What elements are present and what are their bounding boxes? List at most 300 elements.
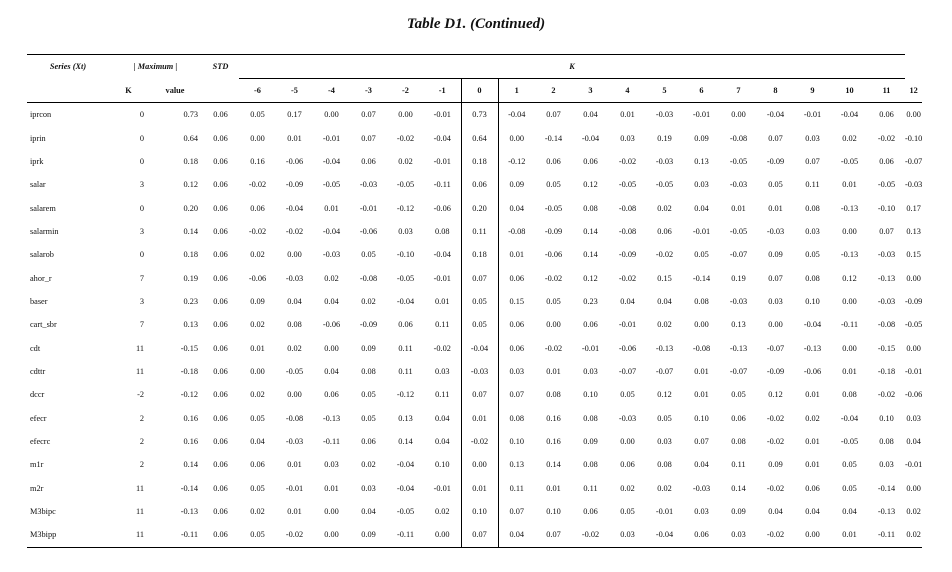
table-row (27, 243, 922, 266)
correlation-cell: 0.03 (324, 460, 339, 470)
correlation-cell: -0.12 (508, 156, 526, 166)
correlation-cell: -0.02 (544, 343, 563, 353)
correlation-cell: 0.01 (731, 203, 746, 213)
max-value-cell: 0.14 (183, 460, 198, 470)
header-row-top (27, 55, 922, 79)
lag-header: 10 (831, 79, 868, 103)
series-name: salar (30, 180, 46, 190)
correlation-cell: 0.07 (546, 110, 561, 120)
max-k-cell: 3 (139, 226, 144, 236)
correlation-cell: 0.08 (842, 390, 857, 400)
correlation-cell: 0.13 (509, 460, 525, 470)
correlation-cell: 0.07 (509, 507, 525, 517)
correlation-cell: 0.06 (583, 507, 598, 517)
correlation-cell: -0.18 (877, 366, 896, 376)
correlation-cell: -0.04 (840, 413, 859, 423)
correlation-cell: 0.09 (350, 523, 387, 547)
correlation-cell: 0.05 (842, 483, 857, 493)
table-row (27, 196, 922, 219)
correlation-cell: 0.04 (434, 413, 450, 423)
k-subheader: K (109, 79, 148, 103)
std-cell: 0.06 (213, 296, 228, 306)
correlation-cell: -0.11 (387, 523, 424, 547)
max-value-cell: -0.11 (148, 523, 202, 547)
correlation-cell: 0.07 (768, 133, 783, 143)
correlation-cell: -0.14 (877, 483, 896, 493)
correlation-cell: 0.04 (842, 507, 857, 517)
correlation-cell: 0.06 (324, 390, 339, 400)
correlation-cell: -0.06 (618, 343, 637, 353)
correlation-cell: 0.23 (583, 296, 598, 306)
correlation-cell: -0.06 (248, 273, 267, 283)
correlation-cell: 0.03 (720, 523, 757, 547)
std-cell: 0.06 (213, 320, 228, 330)
correlation-cell: 0.02 (842, 133, 857, 143)
correlation-cell: 0.04 (250, 436, 265, 446)
header-row-lags (27, 79, 922, 103)
correlation-cell: 0.05 (731, 390, 746, 400)
correlation-cell: 0.10 (546, 507, 561, 517)
table-row (27, 150, 922, 173)
correlation-cell: -0.07 (729, 366, 748, 376)
correlation-cell: -0.01 (655, 507, 674, 517)
correlation-cell: -0.01 (692, 226, 711, 236)
correlation-cell: 0.04 (805, 507, 820, 517)
correlation-cell: -0.02 (433, 343, 451, 353)
correlation-cell: 0.08 (694, 296, 709, 306)
correlation-cell: -0.09 (766, 366, 785, 376)
correlation-cell: 0.11 (435, 320, 450, 330)
correlation-cell: 0.02 (287, 343, 302, 353)
series-name: iprk (30, 156, 44, 166)
correlation-cell: -0.06 (433, 203, 451, 213)
correlation-cell: 0.02 (361, 460, 376, 470)
max-value-cell: 0.12 (183, 180, 198, 190)
correlation-cell: 0.07 (461, 523, 498, 547)
std-cell: 0.06 (213, 203, 228, 213)
correlation-cell: 0.00 (694, 320, 709, 330)
correlation-cell: 0.08 (583, 203, 598, 213)
correlation-cell: -0.03 (322, 250, 341, 260)
correlation-cell: -0.04 (396, 296, 415, 306)
std-cell: 0.06 (213, 507, 228, 517)
correlation-cell: 0.01 (620, 110, 635, 120)
correlation-cell: 0.16 (546, 436, 561, 446)
correlation-cell: -0.04 (581, 133, 600, 143)
correlation-cell: 0.06 (583, 320, 598, 330)
correlation-cell: 0.00 (398, 110, 413, 120)
correlation-cell: -0.07 (905, 156, 923, 166)
series-name: cdttr (30, 366, 46, 376)
correlation-cell: 0.09 (250, 296, 265, 306)
lag-header: -6 (239, 79, 276, 103)
max-value-cell: 0.18 (183, 250, 198, 260)
correlation-cell: 0.04 (324, 296, 339, 306)
correlation-cell: -0.09 (618, 250, 637, 260)
correlation-cell: 0.12 (768, 390, 783, 400)
correlation-cell: 0.03 (609, 523, 646, 547)
correlation-cell: 0.03 (434, 366, 450, 376)
correlation-cell: 0.05 (657, 413, 672, 423)
correlation-cell: 0.16 (250, 156, 265, 166)
correlation-cell: -0.04 (396, 483, 415, 493)
correlation-cell: 0.00 (794, 523, 831, 547)
std-cell: 0.06 (213, 366, 228, 376)
lag-header: 6 (683, 79, 720, 103)
correlation-cell: 0.12 (842, 273, 857, 283)
correlation-cell: 0.03 (657, 436, 672, 446)
correlation-cell: -0.02 (618, 273, 637, 283)
correlation-cell: 0.07 (805, 156, 820, 166)
correlation-cell: -0.11 (433, 180, 451, 190)
correlation-cell: -0.08 (618, 226, 637, 236)
correlation-cell: 0.04 (657, 296, 672, 306)
correlation-cell: -0.04 (803, 320, 822, 330)
correlation-cell: -0.03 (655, 156, 674, 166)
correlation-cell: 0.06 (657, 226, 672, 236)
correlation-cell: 0.02 (324, 273, 339, 283)
table-row (27, 336, 922, 359)
correlation-cell: 0.05 (250, 483, 265, 493)
series-name: cdt (30, 343, 41, 353)
correlation-cell: 0.08 (583, 460, 598, 470)
correlation-cell: 0.07 (768, 273, 783, 283)
correlation-cell: 0.00 (287, 250, 302, 260)
correlation-cell: -0.09 (285, 180, 304, 190)
correlation-cell: -0.06 (359, 226, 378, 236)
correlation-cell: -0.01 (433, 483, 451, 493)
correlation-cell: -0.06 (803, 366, 822, 376)
max-k-cell: 3 (139, 180, 144, 190)
correlation-cell: 0.01 (287, 133, 302, 143)
correlation-cell: 0.16 (546, 413, 561, 423)
correlation-cell: 0.07 (361, 110, 376, 120)
std-cell: 0.06 (213, 133, 228, 143)
correlation-cell: 0.05 (250, 110, 265, 120)
series-name: M3bipc (30, 507, 56, 517)
correlation-cell: -0.13 (655, 343, 674, 353)
correlation-cell: 0.10 (805, 296, 820, 306)
correlation-cell: -0.06 (544, 250, 563, 260)
max-value-cell: -0.14 (180, 483, 198, 493)
correlation-cell: 0.02 (250, 320, 265, 330)
correlation-cell: -0.07 (729, 250, 748, 260)
correlation-cell: 0.07 (361, 133, 376, 143)
correlation-cell: -0.01 (581, 343, 600, 353)
correlation-cell: 0.06 (361, 156, 376, 166)
correlation-cell: -0.01 (322, 133, 341, 143)
max-k-cell: 7 (139, 273, 144, 283)
correlation-cell: 0.14 (731, 483, 746, 493)
max-k-cell: 11 (136, 343, 144, 353)
correlation-cell: 0.00 (287, 390, 302, 400)
correlation-cell: 0.64 (461, 126, 498, 149)
correlation-cell: -0.04 (461, 336, 498, 359)
correlation-cell: 0.05 (361, 413, 376, 423)
lag-header: 5 (646, 79, 683, 103)
correlation-cell: -0.01 (433, 273, 451, 283)
correlation-cell: 0.03 (694, 180, 709, 190)
correlation-cell: 0.13 (731, 320, 746, 330)
series-header: Series (Xt) (27, 55, 109, 79)
std-cell: 0.06 (213, 460, 228, 470)
correlation-cell: 0.18 (461, 243, 498, 266)
table-row (27, 126, 922, 149)
lag-header: -3 (350, 79, 387, 103)
correlation-cell: 0.12 (583, 180, 598, 190)
correlation-cell: -0.04 (840, 110, 859, 120)
correlation-cell: -0.05 (905, 320, 923, 330)
correlation-cell: -0.05 (396, 507, 415, 517)
correlation-cell: 0.04 (694, 460, 709, 470)
correlation-cell: -0.02 (276, 523, 313, 547)
correlation-cell: 0.00 (461, 453, 498, 476)
table-row (27, 313, 922, 336)
correlation-cell: -0.02 (766, 436, 785, 446)
correlation-cell: 0.01 (250, 343, 265, 353)
correlation-cell: 0.11 (398, 343, 413, 353)
correlation-cell: 0.06 (879, 110, 894, 120)
correlation-cell: 0.08 (731, 436, 746, 446)
correlation-cell: 0.07 (535, 523, 572, 547)
correlation-cell: -0.13 (840, 203, 859, 213)
correlation-cell: 0.10 (434, 460, 450, 470)
lag-header: -2 (387, 79, 424, 103)
correlation-cell: 0.03 (694, 507, 709, 517)
correlation-cell: 0.05 (620, 390, 635, 400)
correlation-cell: 0.02 (250, 390, 265, 400)
correlation-cell: 0.05 (842, 460, 857, 470)
table-row (27, 360, 922, 383)
correlation-cell: 0.05 (546, 296, 561, 306)
max-value-cell: -0.15 (180, 343, 198, 353)
correlation-cell: 0.01 (287, 460, 302, 470)
max-k-cell: 0 (139, 133, 144, 143)
max-value-cell: 0.19 (183, 273, 198, 283)
series-name: cart_sbr (30, 320, 57, 330)
correlation-cell: 0.07 (879, 226, 894, 236)
correlation-cell: 0.15 (657, 273, 672, 283)
correlation-cell: 0.06 (509, 320, 525, 330)
correlation-cell: 0.13 (694, 156, 709, 166)
correlation-cell: 0.11 (731, 460, 746, 470)
series-name: efecr (30, 413, 47, 423)
correlation-cell: 0.10 (694, 413, 709, 423)
correlation-cell: 0.05 (694, 250, 709, 260)
correlation-cell: 0.06 (731, 413, 746, 423)
correlation-cell: 0.02 (906, 507, 921, 517)
correlation-cell: -0.01 (433, 156, 451, 166)
correlation-cell: -0.02 (877, 133, 896, 143)
correlation-cell: 0.05 (461, 313, 498, 336)
max-value-cell: 0.13 (183, 320, 198, 330)
correlation-cell: 0.09 (694, 133, 709, 143)
correlation-cell: 0.00 (250, 366, 265, 376)
series-subheader (27, 79, 109, 103)
correlation-cell: -0.04 (766, 110, 785, 120)
max-k-cell: 7 (139, 320, 144, 330)
correlation-cell: -0.02 (248, 180, 267, 190)
max-k-cell: 0 (139, 110, 144, 120)
correlation-cell: 0.01 (461, 406, 498, 429)
correlation-cell: -0.04 (433, 250, 451, 260)
max-value-cell: 0.16 (183, 413, 198, 423)
correlation-cell: 0.04 (694, 203, 709, 213)
correlation-cell: 0.00 (768, 320, 783, 330)
table-row (27, 477, 922, 500)
correlation-cell: -0.05 (840, 156, 859, 166)
correlation-cell: 0.05 (250, 413, 265, 423)
correlation-cell: 0.01 (694, 390, 709, 400)
correlation-cell: -0.05 (544, 203, 563, 213)
correlation-cell: 0.10 (879, 413, 894, 423)
correlation-cell: -0.04 (285, 203, 304, 213)
correlation-cell: 0.06 (546, 156, 561, 166)
correlation-cell: 0.08 (287, 320, 302, 330)
correlation-cell: 0.06 (509, 343, 525, 353)
correlation-cell: -0.01 (905, 460, 923, 470)
correlation-cell: 0.14 (398, 436, 413, 446)
correlation-cell: -0.05 (396, 273, 415, 283)
lag-header: -5 (276, 79, 313, 103)
correlation-cell: -0.14 (692, 273, 711, 283)
correlation-cell: -0.06 (285, 156, 304, 166)
correlation-cell: 0.04 (906, 436, 921, 446)
max-value-cell: 0.64 (183, 133, 198, 143)
correlation-cell: 0.18 (461, 150, 498, 173)
max-value-cell: 0.73 (183, 110, 198, 120)
std-cell: 0.06 (213, 250, 228, 260)
std-subheader (202, 79, 239, 103)
correlation-cell: -0.04 (322, 156, 341, 166)
correlation-cell: 0.05 (768, 180, 783, 190)
correlation-cell: 0.01 (805, 460, 820, 470)
correlation-cell: -0.03 (618, 413, 637, 423)
correlation-cell: 0.11 (583, 483, 598, 493)
correlation-cell: -0.09 (544, 226, 563, 236)
correlation-cell: 0.07 (509, 390, 525, 400)
std-cell: 0.06 (213, 343, 228, 353)
correlation-cell: 0.08 (805, 203, 820, 213)
correlation-cell: 0.08 (879, 436, 894, 446)
correlation-cell: -0.02 (396, 133, 415, 143)
correlation-cell: 0.01 (831, 523, 868, 547)
table-row (27, 220, 922, 243)
correlation-cell: 0.06 (805, 483, 820, 493)
correlation-cell: -0.05 (396, 180, 415, 190)
correlation-cell: 0.03 (361, 483, 376, 493)
correlation-cell: 0.04 (498, 523, 535, 547)
correlation-cell: 0.01 (287, 507, 302, 517)
correlation-cell: -0.03 (877, 250, 896, 260)
correlation-cell: 0.08 (434, 226, 450, 236)
correlation-cell: 0.08 (583, 413, 598, 423)
std-cell: 0.06 (213, 483, 228, 493)
correlation-cell: 0.06 (683, 523, 720, 547)
table-title: Table D1. (Continued) (406, 16, 546, 32)
correlation-cell: 0.00 (424, 523, 461, 547)
correlation-cell: 0.09 (768, 460, 783, 470)
max-value-cell: 0.20 (183, 203, 198, 213)
correlation-cell: 0.20 (461, 196, 498, 219)
correlation-cell: -0.03 (655, 110, 674, 120)
correlation-cell: -0.04 (396, 460, 415, 470)
correlation-cell: -0.04 (322, 226, 341, 236)
correlation-cell: -0.09 (766, 156, 785, 166)
table-row (27, 430, 922, 453)
correlation-cell: 0.14 (546, 460, 561, 470)
correlation-cell: 0.08 (509, 413, 525, 423)
max-value-cell: 0.18 (183, 156, 198, 166)
correlation-cell: 0.02 (620, 483, 635, 493)
std-cell: 0.06 (213, 156, 228, 166)
max-k-cell: 0 (139, 156, 144, 166)
table-row (27, 173, 922, 196)
correlation-cell: 0.00 (509, 133, 525, 143)
correlation-cell: 0.04 (509, 203, 525, 213)
correlation-cell: -0.10 (905, 133, 923, 143)
correlation-cell: 0.13 (398, 413, 413, 423)
table-row (27, 523, 922, 547)
correlation-cell: -0.06 (322, 320, 341, 330)
correlation-cell: -0.07 (618, 366, 637, 376)
correlation-cell: 0.07 (461, 266, 498, 289)
correlation-cell: -0.02 (757, 523, 794, 547)
series-name: baser (30, 296, 48, 306)
max-k-cell: 2 (139, 460, 144, 470)
correlation-cell: 0.02 (434, 507, 450, 517)
correlation-cell: 0.00 (620, 436, 635, 446)
correlation-cell: 0.00 (906, 273, 921, 283)
correlation-cell: 0.10 (461, 500, 498, 523)
correlation-cell: 0.00 (324, 507, 339, 517)
correlation-cell: 0.05 (546, 180, 561, 190)
correlation-cell: 0.05 (461, 290, 498, 313)
series-name: M3bipp (27, 523, 109, 547)
correlation-cell: 0.03 (805, 226, 820, 236)
correlation-cell: -0.08 (359, 273, 378, 283)
correlation-cell: 0.01 (805, 390, 820, 400)
correlation-cell: 0.09 (361, 343, 376, 353)
max-k-cell: 11 (136, 507, 144, 517)
max-k-cell: 11 (109, 523, 148, 547)
series-name: salarem (30, 203, 56, 213)
value-subheader: value (148, 79, 202, 103)
series-name: efecrc (30, 436, 51, 446)
std-cell: 0.06 (213, 413, 228, 423)
correlation-cell: 0.12 (657, 390, 672, 400)
correlation-cell: 0.02 (250, 250, 265, 260)
correlation-cell: -0.01 (692, 110, 711, 120)
max-k-cell: 11 (136, 366, 144, 376)
correlation-cell: -0.03 (905, 180, 923, 190)
lag-header: -4 (313, 79, 350, 103)
correlation-cell: 0.03 (768, 296, 783, 306)
correlation-cell: 0.05 (361, 390, 376, 400)
correlation-cell: -0.08 (508, 226, 526, 236)
correlation-cell: -0.05 (655, 180, 674, 190)
max-k-cell: 0 (139, 203, 144, 213)
correlation-cell: 0.00 (250, 133, 265, 143)
table-body (27, 103, 922, 548)
correlation-cell: 0.03 (879, 460, 894, 470)
series-name: m1r (30, 460, 44, 470)
correlation-cell: 0.02 (805, 413, 820, 423)
max-k-cell: -2 (137, 390, 144, 400)
correlation-cell: -0.07 (655, 366, 674, 376)
lag-header: 7 (720, 79, 757, 103)
std-cell: 0.06 (213, 436, 228, 446)
